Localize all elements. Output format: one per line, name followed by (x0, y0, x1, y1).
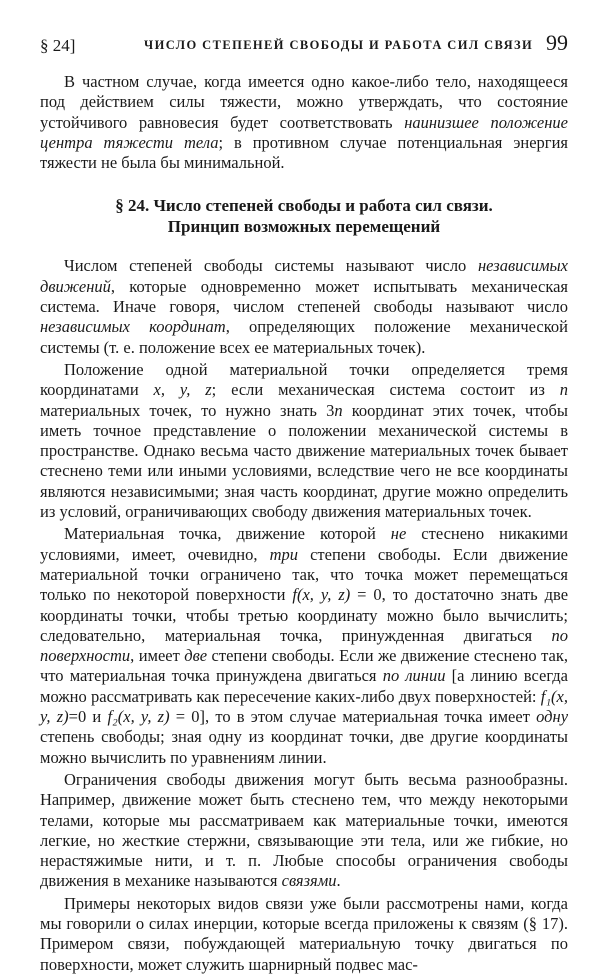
paragraph-2: Положение одной материальной точки определяется тремя координатами x, y, z; если механическая система состоит из n материальных точек, то нужно знать 3n координат этих точек, чтобы иметь точное представление о положении механической системы в пространстве. Однако весьма часто движение материальных точек бывает стеснено теми или иными условиями, вследствие чего не все координаты являются независимыми; зная часть координат, другие можно определить из условий, ограничивающих свободу движения материальных точек. (40, 359, 568, 522)
section-heading (40, 195, 568, 237)
header-section: § 24] (40, 36, 76, 55)
page-number: 99 (546, 30, 568, 55)
paragraph-4: Ограничения свободы движения могут быть весьма разнообразны. Например, движение может быть стеснено тем, что между некоторыми телами, которые мы рассматриваем как материальные точки, имеются легкие, но жесткие стержни, связывающие эти тела, или же гибкие, но нерастяжимые нити, и т. п. Любые способы ограничения свободы движения в механике называются связями. (40, 769, 568, 891)
heading-line-2: Принцип возможных перемещений (167, 217, 441, 237)
heading-line-1: § 24. Число степеней свободы и работа сил связи. (115, 196, 493, 216)
paragraph-1: Числом степеней свободы системы называют число независимых движений, которые одновременно может испытывать механическая система. Иначе говоря, числом степеней свободы называют число независимых координат, определяющих положение механической системы (т. е. положение всех ее материальных точек). (40, 256, 568, 357)
paragraph-3: Материальная точка, движение которой не стеснено никакими условиями, имеет, очевидно, три степени свободы. Если движение материальной точки ограничено так, что точка может перемещаться только по некоторой поверхности f(x, y, z) = 0, то достаточно знать две координаты точки, чтобы третью координату можно было вычислить; следовательно, материальная точка, принужденная двигаться по поверхности, имеет две степени свободы. Если же движение стеснено так, что материальная точка принуждена двигаться по линии [а линию всегда можно рассматривать как пересечение каких-либо двух поверхностей: f₁(x, y, z)=0 и f₂(x, y, z) = 0], то в этом случае материальная точка имеет одну степень свободы; зная одну из координат точки, две другие координаты можно вычислить по уравнениям линии. (40, 524, 569, 767)
page-body (40, 72, 568, 975)
header-title: ЧИСЛО СТЕПЕНЕЙ СВОБОДЫ И РАБОТА СИЛ СВЯЗИ (144, 38, 534, 52)
running-header (40, 30, 568, 60)
paragraph-0: В частном случае, когда имеется одно какое-либо тело, находящееся под действием силы тяжести, можно утверждать, что состояние устойчивого равновесия будет соответствовать наинизшее положение центра тяжести тела; в противном случае потенциальная энергия тяжести не была бы минимальной. (40, 72, 568, 173)
paragraph-5: Примеры некоторых видов связи уже были рассмотрены нами, когда мы говорили о силах инерции, которые всегда приложены к связям (§ 17). Примером связи, побуждающей материальную точку двигаться по поверхности, может служить шарнирный подвес мас- (40, 893, 568, 974)
